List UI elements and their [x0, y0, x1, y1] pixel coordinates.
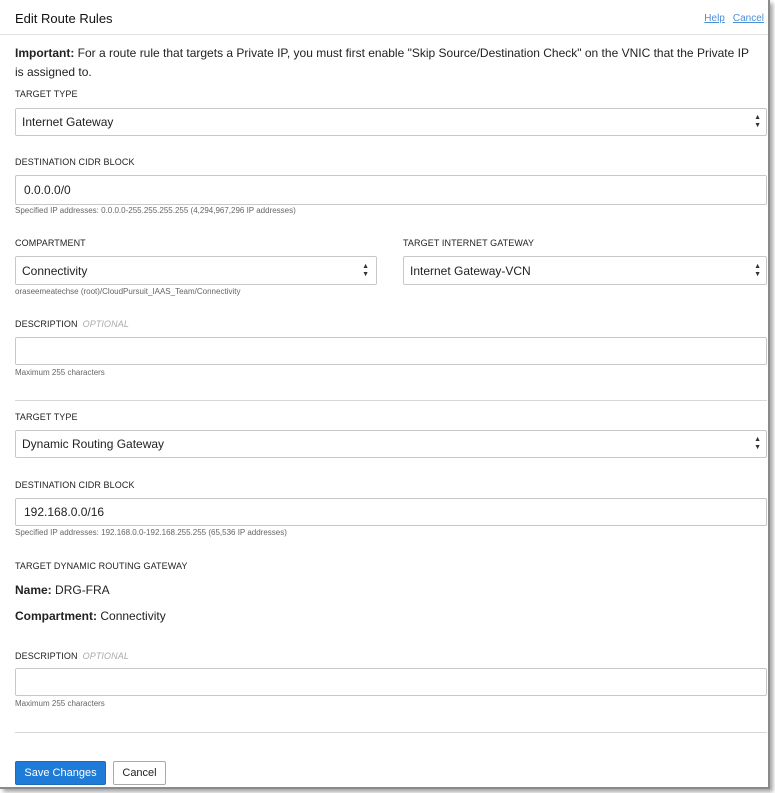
rule2-drg-label: TARGET DYNAMIC ROUTING GATEWAY	[15, 561, 188, 571]
name-key: Name:	[15, 583, 52, 597]
rule2-cidr-help: Specified IP addresses: 192.168.0.0-192.168.255.255 (65,536 IP addresses)	[15, 528, 287, 537]
help-link[interactable]: Help	[704, 13, 725, 24]
rule1-cidr-label: DESTINATION CIDR BLOCK	[15, 157, 135, 167]
select-caret-icon: ▲ ▼	[754, 436, 761, 451]
rule1-description-label-row	[15, 319, 129, 329]
compartment-key: Compartment:	[15, 609, 98, 623]
rule2-cidr-input[interactable]	[15, 498, 767, 526]
rule2-target-type-label: TARGET TYPE	[15, 412, 78, 422]
rule1-description-input[interactable]	[15, 337, 767, 365]
rule2-cidr-label: DESTINATION CIDR BLOCK	[15, 480, 135, 490]
rule2-cidr-value: 192.168.0.0/16	[24, 505, 105, 519]
rule1-gateway-select[interactable]	[403, 256, 767, 285]
rule2-description-label: DESCRIPTION	[15, 651, 78, 661]
rule2-drg-compartment	[15, 609, 166, 623]
select-caret-icon: ▲ ▼	[754, 114, 761, 129]
rule2-drg-name	[15, 583, 110, 597]
rule2-description-help: Maximum 255 characters	[15, 699, 105, 708]
cancel-link[interactable]: Cancel	[732, 13, 764, 24]
save-changes-button[interactable]: Save Changes	[15, 761, 106, 785]
rule2-optional-tag: OPTIONAL	[82, 651, 129, 661]
cancel-button[interactable]: Cancel	[113, 761, 166, 785]
dialog-title: Edit Route Rules	[15, 11, 113, 26]
select-caret-icon: ▲ ▼	[754, 262, 761, 278]
footer-divider	[15, 732, 767, 733]
rule-divider	[15, 400, 767, 401]
rule1-compartment-value: Connectivity	[22, 263, 88, 278]
rule1-compartment-help: oraseemeatechse (root)/CloudPursuit_IAAS_Team/Connectivity	[15, 287, 241, 296]
rule2-target-type-value: Dynamic Routing Gateway	[22, 437, 165, 451]
rule2-description-input[interactable]	[15, 668, 767, 696]
rule1-target-type-select[interactable]	[15, 108, 767, 136]
compartment-value: Connectivity	[97, 609, 166, 623]
rule1-target-type-value: Internet Gateway	[22, 115, 114, 129]
rule1-target-type-label: TARGET TYPE	[15, 89, 78, 99]
rule2-target-type-select[interactable]	[15, 430, 767, 458]
rule1-description-label: DESCRIPTION	[15, 319, 78, 329]
rule1-gateway-value: Internet Gateway-VCN	[410, 263, 531, 278]
rule1-cidr-input[interactable]	[15, 175, 767, 205]
rule1-cidr-help: Specified IP addresses: 0.0.0.0-255.255.255.255 (4,294,967,296 IP addresses)	[15, 206, 296, 215]
rule2-description-label-row	[15, 651, 129, 661]
rule1-gateway-label: TARGET INTERNET GATEWAY	[403, 238, 535, 248]
important-notice	[15, 44, 755, 82]
name-value: DRG-FRA	[51, 583, 110, 597]
header-links	[696, 13, 764, 24]
notice-strong: Important:	[15, 46, 75, 60]
rule1-optional-tag: OPTIONAL	[82, 319, 129, 329]
rule1-compartment-label: COMPARTMENT	[15, 238, 86, 248]
rule1-cidr-value: 0.0.0.0/0	[24, 183, 71, 197]
select-caret-icon: ▲ ▼	[362, 262, 369, 278]
rule1-description-help: Maximum 255 characters	[15, 368, 105, 377]
notice-text: For a route rule that targets a Private IP, you must first enable "Skip Source/Destination Check" on the VNIC that the Private IP is assigned to.	[15, 46, 749, 79]
dialog-header	[0, 0, 768, 35]
rule1-compartment-select[interactable]	[15, 256, 377, 285]
